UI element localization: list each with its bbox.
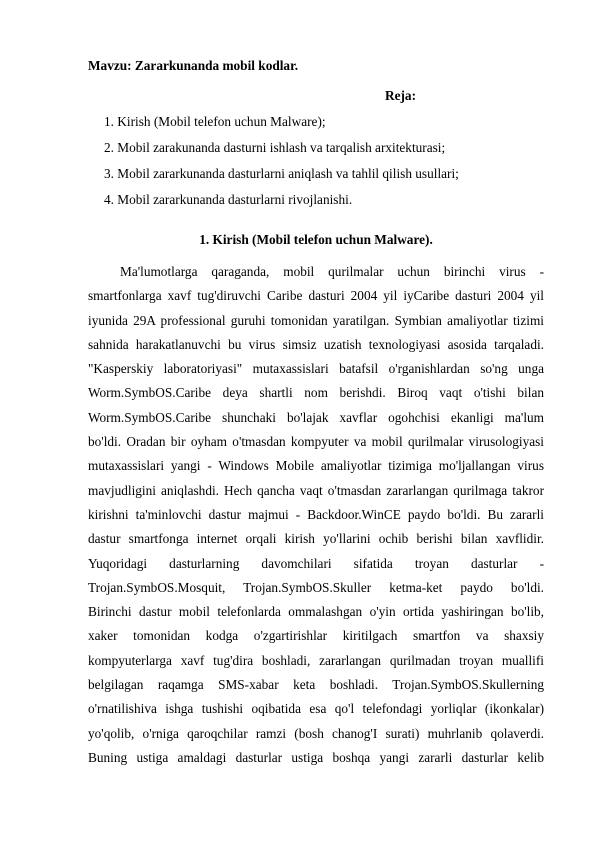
paragraph-line: belgilagan raqamga SMS-xabar keta boshladi. Trojan.SymbOS.Skullerning [88, 677, 544, 693]
paragraph-line: smartfonlarga xavf tug'diruvchi Caribe dasturi 2004 yil iyCaribe dasturi 2004 yil [88, 288, 544, 304]
document-topic: Mavzu: Zararkunanda mobil kodlar. [88, 58, 299, 73]
paragraph-line: Worm.SymbOS.Caribe deya shartli nom berishdi. Biroq vaqt o'tishi bilan [88, 385, 544, 401]
paragraph-line: Trojan.SymbOS.Mosquit, Trojan.SymbOS.Skuller ketma-ket paydo bo'ldi. [88, 579, 544, 595]
paragraph-line: sahnida harakatlanuvchi bu virus simsiz uzatish texnologiyasi asosida tarqaladi. [88, 336, 544, 352]
plan-list [104, 112, 459, 216]
paragraph-line: Birinchi dastur mobil telefonlarda ommalashgan o'yin ortida yashiringan bo'lib, [88, 604, 544, 620]
paragraph-line: mutaxassislari yangi - Windows Mobile amaliyotlar tizimiga mo'ljallangan virus [88, 458, 544, 474]
paragraph-line: Ma'lumotlarga qaraganda, mobil qurilmalar uchun birinchi virus - [120, 264, 544, 279]
plan-item: 1. Kirish (Mobil telefon uchun Malware); [104, 114, 326, 129]
plan-title: Reja: [384, 88, 416, 103]
section-title: 1. Kirish (Mobil telefon uchun Malware). [199, 232, 433, 247]
paragraph-line: xaker tomonidan kodga o'zgartirishlar kiritilgach smartfon va shaxsiy [88, 628, 544, 644]
plan-item: 3. Mobil zararkunanda dasturlarni aniqlash va tahlil qilish usullari; [104, 166, 459, 181]
plan-item: 4. Mobil zararkunanda dasturlarni rivojlanishi. [104, 192, 353, 207]
paragraph-line: Yuqoridagi dasturlarning davomchilari sifatida troyan dasturlar - [88, 555, 544, 571]
paragraph-line: dastur smartfonga internet orqali kirish yo'llarini ochib berishi bilan xavflidir. [88, 531, 544, 547]
paragraph-line: o'rnatilishiva ishga tushishi oqibatida esa qo'l telefondagi yorliqlar (ikonkalar) [88, 701, 544, 717]
body-paragraph [88, 260, 544, 770]
paragraph-line: Worm.SymbOS.Caribe shunchaki bo'lajak xavflar ogohchisi ekanligi ma'lum [88, 409, 544, 425]
paragraph-line: mavjudligini aniqlashdi. Hech qancha vaqt o'tmasdan zararlangan qurilmaga takror [88, 482, 544, 498]
plan-item: 2. Mobil zarakunanda dasturni ishlash va tarqalish arxitekturasi; [104, 140, 446, 155]
paragraph-line: iyunida 29A professional guruhi tomonidan yaratilgan. Symbian amaliyotlar tizimi [88, 312, 544, 328]
paragraph-line: bo'ldi. Oradan bir oyham o'tmasdan kompyuter va mobil qurilmalar virusologiyasi [88, 434, 544, 450]
paragraph-line: Buning ustiga amaldagi dasturlar ustiga boshqa yangi zararli dasturlar kelib [88, 749, 544, 765]
paragraph-line: yo'qolib, o'rniga qaroqchilar ramzi (bosh chanog'I surati) muhrlanib qolaverdi. [88, 725, 544, 741]
paragraph-line: kirishni ta'minlovchi dastur majmui - Backdoor.WinCE paydo bo'ldi. Bu zararli [88, 506, 544, 522]
paragraph-line: kompyuterlarga xavf tug'dira boshladi, zararlangan qurilmadan troyan muallifi [88, 652, 544, 668]
paragraph-line: "Kasperskiy laboratoriyasi" mutaxassislari batafsil o'rganishlardan so'ng unga [88, 361, 544, 377]
